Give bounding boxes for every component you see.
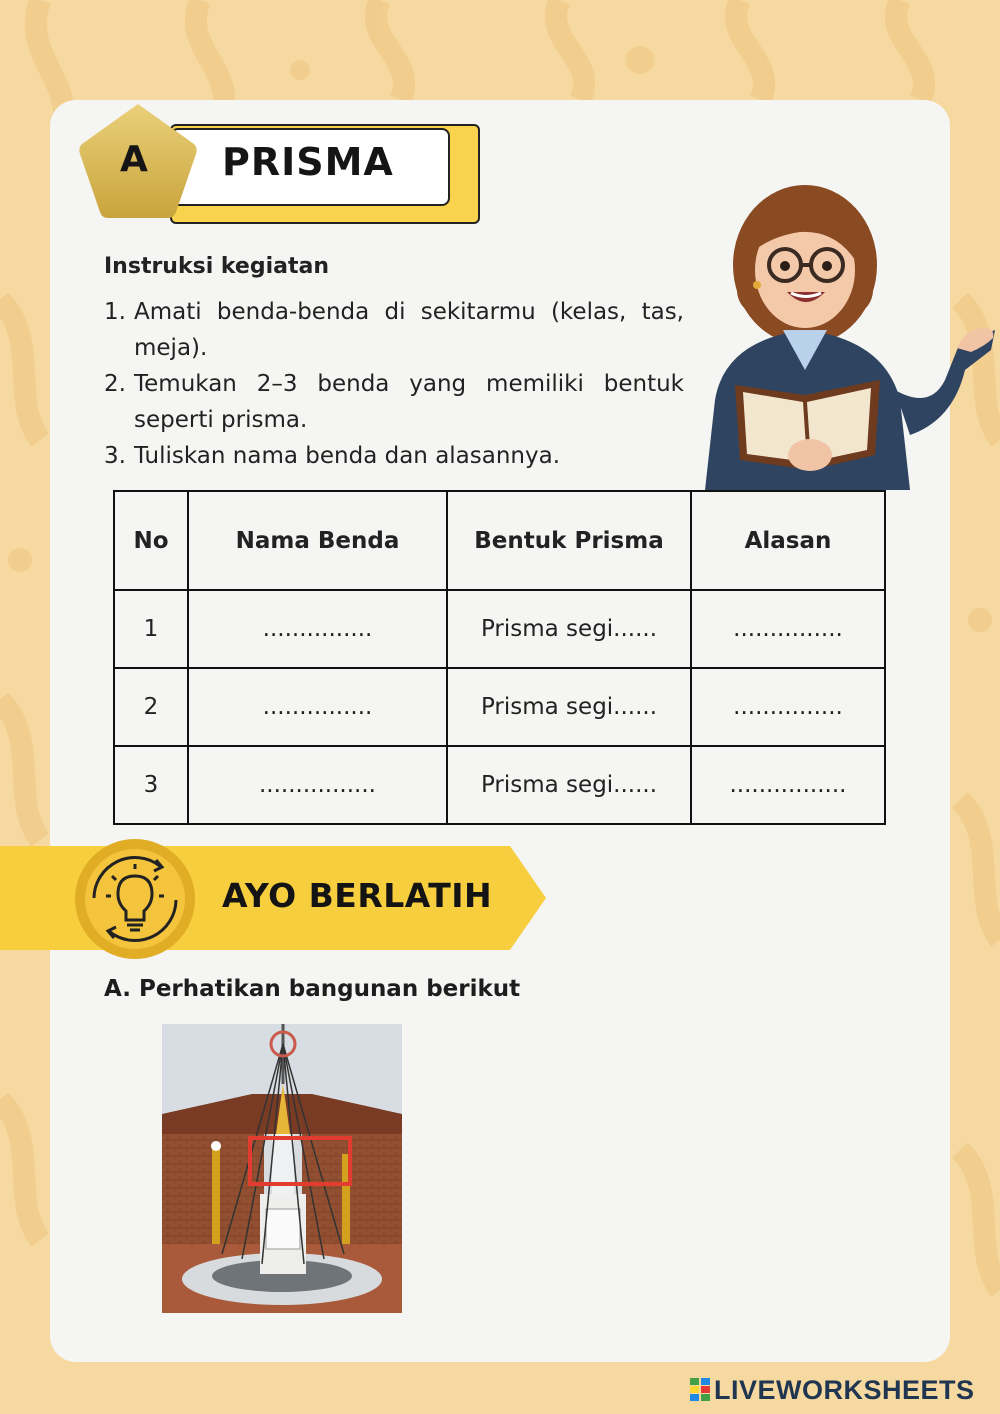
liveworksheets-logo-icon bbox=[690, 1378, 710, 1402]
header-no: No bbox=[114, 491, 188, 590]
question-heading: A. Perhatikan bangunan berikut bbox=[104, 976, 521, 1002]
liveworksheets-brand-text: LIVEWORKSHEETS bbox=[714, 1374, 975, 1405]
table-row bbox=[114, 590, 885, 668]
header-alasan: Alasan bbox=[691, 491, 885, 590]
cell-nama-benda[interactable]: ................ bbox=[188, 746, 447, 824]
cell-no: 1 bbox=[114, 590, 188, 668]
cell-bentuk-prisma[interactable]: Prisma segi...... bbox=[447, 668, 691, 746]
cell-bentuk-prisma[interactable]: Prisma segi...... bbox=[447, 746, 691, 824]
instruction-item: 2. Temukan 2–3 benda yang memiliki bentuk seperti prisma. bbox=[104, 371, 684, 433]
table-row bbox=[114, 746, 885, 824]
instructions-list bbox=[104, 294, 684, 474]
cell-nama-benda[interactable]: ............... bbox=[188, 590, 447, 668]
table-header-row bbox=[114, 491, 885, 590]
teacher-illustration bbox=[695, 170, 995, 490]
instructions-heading: Instruksi kegiatan bbox=[104, 254, 330, 279]
section-badge-letter: A bbox=[120, 139, 148, 180]
cell-nama-benda[interactable]: ............... bbox=[188, 668, 447, 746]
instruction-item: 1. Amati benda-benda di sekitarmu (kelas, tas, meja). bbox=[104, 299, 684, 361]
cell-alasan[interactable]: ................ bbox=[691, 746, 885, 824]
table-row bbox=[114, 668, 885, 746]
activity-table bbox=[113, 490, 886, 825]
section-title: PRISMA bbox=[222, 140, 394, 184]
monument-photo bbox=[162, 1024, 402, 1313]
cell-bentuk-prisma[interactable]: Prisma segi...... bbox=[447, 590, 691, 668]
cell-no: 3 bbox=[114, 746, 188, 824]
cell-alasan[interactable]: ............... bbox=[691, 668, 885, 746]
footer-brand[interactable] bbox=[690, 1372, 975, 1408]
header-bentuk-prisma: Bentuk Prisma bbox=[447, 491, 691, 590]
cell-no: 2 bbox=[114, 668, 188, 746]
header-nama-benda: Nama Benda bbox=[188, 491, 447, 590]
lightbulb-icon bbox=[72, 836, 198, 962]
practice-banner-title: AYO BERLATIH bbox=[222, 876, 493, 915]
instruction-item: 3. Tuliskan nama benda dan alasannya. bbox=[104, 443, 561, 469]
cell-alasan[interactable]: ............... bbox=[691, 590, 885, 668]
